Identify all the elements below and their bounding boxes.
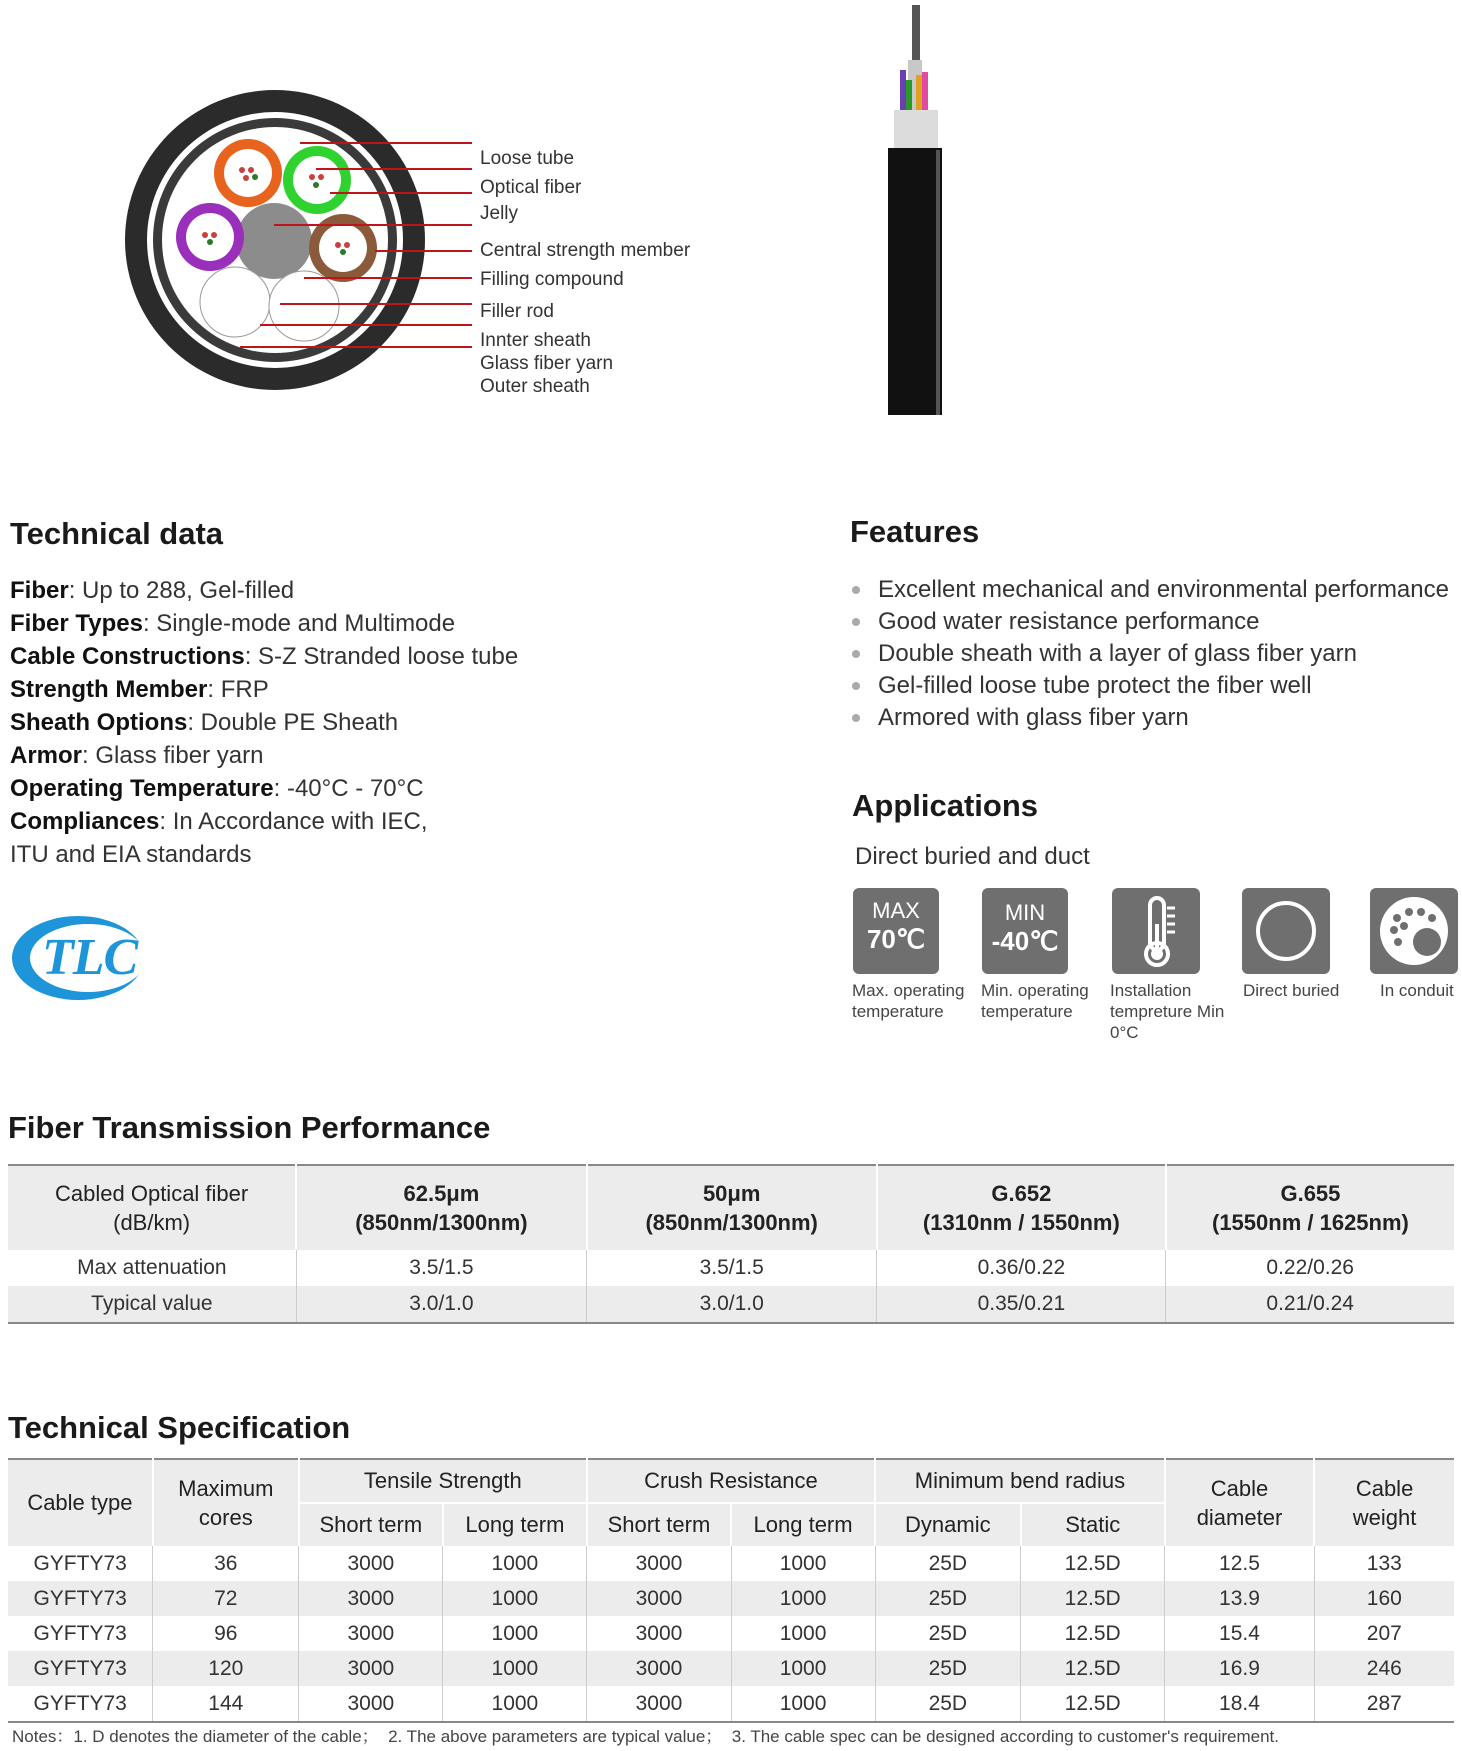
in-conduit-caption: In conduit xyxy=(1380,981,1454,1000)
tech-value: : Up to 288, Gel-filled xyxy=(68,577,295,604)
spec-cell: 18.4 xyxy=(1165,1686,1314,1722)
spec-header-crush-long: Long term xyxy=(731,1503,875,1546)
perf-header-col xyxy=(587,1165,877,1250)
spec-cell: 1000 xyxy=(443,1616,587,1651)
perf-cell: 3.5/1.5 xyxy=(296,1250,586,1286)
spec-header-diameter xyxy=(1165,1459,1314,1546)
spec-cell: 3000 xyxy=(587,1616,731,1651)
min-temp-icon xyxy=(982,888,1068,974)
spec-cell: GYFTY73 xyxy=(8,1686,153,1722)
spec-header-weight xyxy=(1314,1459,1454,1546)
fiber-performance-table xyxy=(8,1164,1454,1324)
tech-key: Compliances xyxy=(10,808,160,835)
perf-header-line: (1550nm / 1625nm) xyxy=(1212,1210,1409,1235)
tlc-logo xyxy=(8,912,148,1004)
spec-cell: 12.5 xyxy=(1165,1546,1314,1581)
tech-row-fiber xyxy=(10,574,518,607)
technical-data-heading: Technical data xyxy=(10,516,224,551)
tech-key: Cable Constructions xyxy=(10,643,245,670)
tech-value: : FRP xyxy=(207,676,269,703)
spec-cell: 207 xyxy=(1366,1621,1402,1645)
perf-header-line: 62.5μm xyxy=(403,1181,480,1206)
technical-data-list xyxy=(10,574,518,871)
spec-cell: 16.9 xyxy=(1165,1651,1314,1686)
perf-header-line: Cabled Optical fiber xyxy=(55,1181,249,1206)
spec-header-static: Static xyxy=(1021,1503,1165,1546)
spec-header-crush-short: Short term xyxy=(587,1503,731,1546)
spec-header-tensile-short: Short term xyxy=(299,1503,443,1546)
spec-cell: GYFTY73 xyxy=(8,1581,153,1616)
spec-cell: 1000 xyxy=(443,1546,587,1581)
perf-header-line: G.652 xyxy=(991,1181,1052,1206)
perf-header-line: (850nm/1300nm) xyxy=(645,1210,818,1235)
label-loose-tube: Loose tube xyxy=(480,148,575,169)
label-optical-fiber: Optical fiber xyxy=(480,177,582,198)
spec-cell: 1000 xyxy=(731,1651,875,1686)
tech-spec-table xyxy=(8,1458,1454,1723)
table-notes: Notes：1. D denotes the diameter of the cable； 2. The above parameters are typical value； 3. The cable spec can be designed according to customer's requirement. xyxy=(12,1727,1279,1746)
spec-cell: 12.5D xyxy=(1021,1581,1165,1616)
spec-header-tensile-long: Long term xyxy=(443,1503,587,1546)
perf-header-col xyxy=(1166,1165,1454,1250)
tech-value: : Double PE Sheath xyxy=(187,709,399,736)
spec-cell: 3000 xyxy=(299,1686,443,1722)
spec-row xyxy=(8,1686,1454,1722)
thermometer-icon xyxy=(1112,888,1200,974)
spec-row xyxy=(8,1546,1454,1581)
spec-cell: 120 xyxy=(153,1651,299,1686)
max-label: MAX xyxy=(872,898,920,923)
tech-key: Armor xyxy=(10,742,83,769)
spec-cell: 36 xyxy=(153,1546,299,1581)
spec-cell: 25D xyxy=(875,1686,1021,1722)
perf-cell: 0.36/0.22 xyxy=(877,1250,1166,1286)
tech-row-compliances xyxy=(10,805,518,838)
thermometer-graphic xyxy=(1112,888,1200,974)
label-inner-sheath: Innter sheath xyxy=(480,330,591,351)
tech-value: : S-Z Stranded loose tube xyxy=(244,643,519,670)
perf-header-col xyxy=(8,1165,296,1250)
tech-spec-heading: Technical Specification xyxy=(8,1410,351,1445)
perf-header-line: (1310nm / 1550nm) xyxy=(922,1210,1120,1235)
spec-cell: 25D xyxy=(875,1581,1021,1616)
max-temp-icon xyxy=(853,888,939,974)
feature-item: Double sheath with a layer of glass fiber yarn xyxy=(850,638,1449,670)
tech-value: : Glass fiber yarn xyxy=(82,742,264,769)
spec-cell: 144 xyxy=(153,1686,299,1722)
tech-row-cable-constructions xyxy=(10,640,518,673)
spec-header-dynamic: Dynamic xyxy=(875,1503,1021,1546)
direct-buried-icon xyxy=(1242,888,1330,974)
spec-cell: 287 xyxy=(1366,1691,1402,1715)
spec-row xyxy=(8,1616,1454,1651)
tech-key: Fiber xyxy=(10,577,69,604)
spec-cell: 12.5D xyxy=(1021,1686,1165,1722)
min-label: MIN xyxy=(1004,900,1046,925)
conduit-graphic xyxy=(1370,888,1458,974)
spec-cell: 160 xyxy=(1314,1581,1454,1616)
spec-cell: 72 xyxy=(153,1581,299,1616)
feature-item: Good water resistance performance xyxy=(850,606,1449,638)
spec-cell: 246 xyxy=(1314,1651,1454,1686)
label-jelly: Jelly xyxy=(480,203,519,224)
spec-cell: GYFTY73 xyxy=(8,1616,153,1651)
tech-key: Strength Member xyxy=(10,676,208,703)
label-outer-sheath: Outer sheath xyxy=(480,376,590,397)
cable-side-view xyxy=(870,0,960,415)
spec-cell: GYFTY73 xyxy=(8,1651,153,1686)
perf-header-line: (dB/km) xyxy=(113,1210,191,1235)
spec-cell: 1000 xyxy=(731,1616,875,1651)
spec-cell: 1000 xyxy=(731,1546,875,1581)
spec-header-bend: Minimum bend radius xyxy=(875,1459,1165,1503)
applications-subtitle: Direct buried and duct xyxy=(855,843,1090,870)
tech-key: Sheath Options xyxy=(10,709,188,736)
spec-cell: 3000 xyxy=(587,1546,731,1581)
feature-item: Excellent mechanical and environmental performance xyxy=(850,574,1449,606)
fiber-performance-heading: Fiber Transmission Performance xyxy=(8,1110,491,1145)
spec-header-line: weight xyxy=(1352,1505,1417,1530)
perf-cell: 0.35/0.21 xyxy=(877,1286,1166,1323)
perf-cell: 3.0/1.0 xyxy=(587,1286,877,1323)
spec-cell: 1000 xyxy=(443,1686,587,1722)
spec-header-line: cores xyxy=(198,1505,253,1530)
max-value: 70℃ xyxy=(866,924,926,954)
spec-cell: 3000 xyxy=(299,1616,443,1651)
max-temp-caption: Max. operating temperature xyxy=(852,981,965,1021)
spec-header-tensile: Tensile Strength xyxy=(299,1459,587,1503)
spec-header-crush: Crush Resistance xyxy=(587,1459,875,1503)
spec-cell: 25D xyxy=(875,1651,1021,1686)
perf-cell: Typical value xyxy=(8,1286,296,1323)
perf-header-line: 50μm xyxy=(702,1181,761,1206)
cable-side-illustration xyxy=(870,0,960,415)
spec-cell: 12.5D xyxy=(1021,1546,1165,1581)
tech-row-operating-temperature xyxy=(10,772,518,805)
spec-header-line: Cable xyxy=(1355,1476,1414,1501)
label-filler-rod: Filler rod xyxy=(480,301,554,322)
feature-item: Gel-filled loose tube protect the fiber well xyxy=(850,670,1449,702)
spec-cell: 133 xyxy=(1366,1551,1402,1575)
feature-item: Armored with glass fiber yarn xyxy=(850,702,1449,734)
spec-cell: 3000 xyxy=(299,1581,443,1616)
perf-cell: 3.0/1.0 xyxy=(296,1286,586,1323)
min-value: -40℃ xyxy=(991,926,1059,956)
spec-cell: 13.9 xyxy=(1165,1581,1314,1616)
spec-row xyxy=(8,1651,1454,1686)
perf-cell: Max attenuation xyxy=(8,1250,296,1286)
tech-value: : In Accordance with IEC, xyxy=(159,808,428,835)
spec-cell: 1000 xyxy=(731,1686,875,1722)
tech-row-continuation: ITU and EIA standards xyxy=(10,841,252,868)
perf-header-col xyxy=(296,1165,586,1250)
applications-heading: Applications xyxy=(852,788,1039,823)
tech-value: : -40°C - 70°C xyxy=(273,775,424,802)
spec-cell: 12.5D xyxy=(1021,1651,1165,1686)
installation-temp-caption: Installation tempreture Min 0°C xyxy=(1110,981,1225,1042)
perf-cell: 0.21/0.24 xyxy=(1166,1286,1454,1323)
perf-row xyxy=(8,1286,1454,1323)
spec-cell: 12.5D xyxy=(1021,1616,1165,1651)
perf-header-line: G.655 xyxy=(1280,1181,1341,1206)
tech-key: Operating Temperature xyxy=(10,775,274,802)
label-filling-compound: Filling compound xyxy=(480,269,624,290)
tech-key: Fiber Types xyxy=(10,610,143,637)
spec-cell: 3000 xyxy=(299,1651,443,1686)
tlc-logo-text: TLC xyxy=(42,929,138,986)
spec-cell: 1000 xyxy=(443,1651,587,1686)
spec-cell: 25D xyxy=(875,1616,1021,1651)
spec-cell: 3000 xyxy=(299,1546,443,1581)
spec-header-line: Maximum xyxy=(178,1476,274,1501)
min-temp-caption: Min. operating temperature xyxy=(981,981,1089,1021)
circle-graphic xyxy=(1242,888,1330,974)
perf-header-col xyxy=(877,1165,1166,1250)
tech-row-armor xyxy=(10,739,518,772)
spec-cell: 96 xyxy=(153,1616,299,1651)
spec-cell: 15.4 xyxy=(1165,1616,1314,1651)
spec-header-cable-type: Cable type xyxy=(8,1459,153,1546)
in-conduit-icon xyxy=(1370,888,1458,974)
perf-header-line: (850nm/1300nm) xyxy=(355,1210,528,1235)
spec-cell: 3000 xyxy=(587,1686,731,1722)
tech-value: : Single-mode and Multimode xyxy=(142,610,456,637)
spec-row xyxy=(8,1581,1454,1616)
features-list xyxy=(850,574,1449,734)
spec-cell: GYFTY73 xyxy=(8,1546,153,1581)
spec-cell: 25D xyxy=(875,1546,1021,1581)
spec-header-max-cores xyxy=(153,1459,299,1546)
spec-cell: 3000 xyxy=(587,1581,731,1616)
spec-header-line: Cable xyxy=(1210,1476,1269,1501)
tech-row-sheath-options xyxy=(10,706,518,739)
perf-cell: 3.5/1.5 xyxy=(587,1250,877,1286)
perf-cell: 0.22/0.26 xyxy=(1266,1256,1354,1279)
spec-header-line: diameter xyxy=(1196,1505,1283,1530)
perf-row xyxy=(8,1250,1454,1286)
spec-cell: 1000 xyxy=(731,1581,875,1616)
tech-row-fiber-types xyxy=(10,607,518,640)
tech-row-strength-member xyxy=(10,673,518,706)
spec-cell: 3000 xyxy=(587,1651,731,1686)
spec-cell: 1000 xyxy=(443,1581,587,1616)
direct-buried-caption: Direct buried xyxy=(1243,981,1340,1000)
label-central-strength-member: Central strength member xyxy=(480,240,691,261)
label-glass-fiber-yarn: Glass fiber yarn xyxy=(480,353,614,374)
features-heading: Features xyxy=(850,514,980,549)
